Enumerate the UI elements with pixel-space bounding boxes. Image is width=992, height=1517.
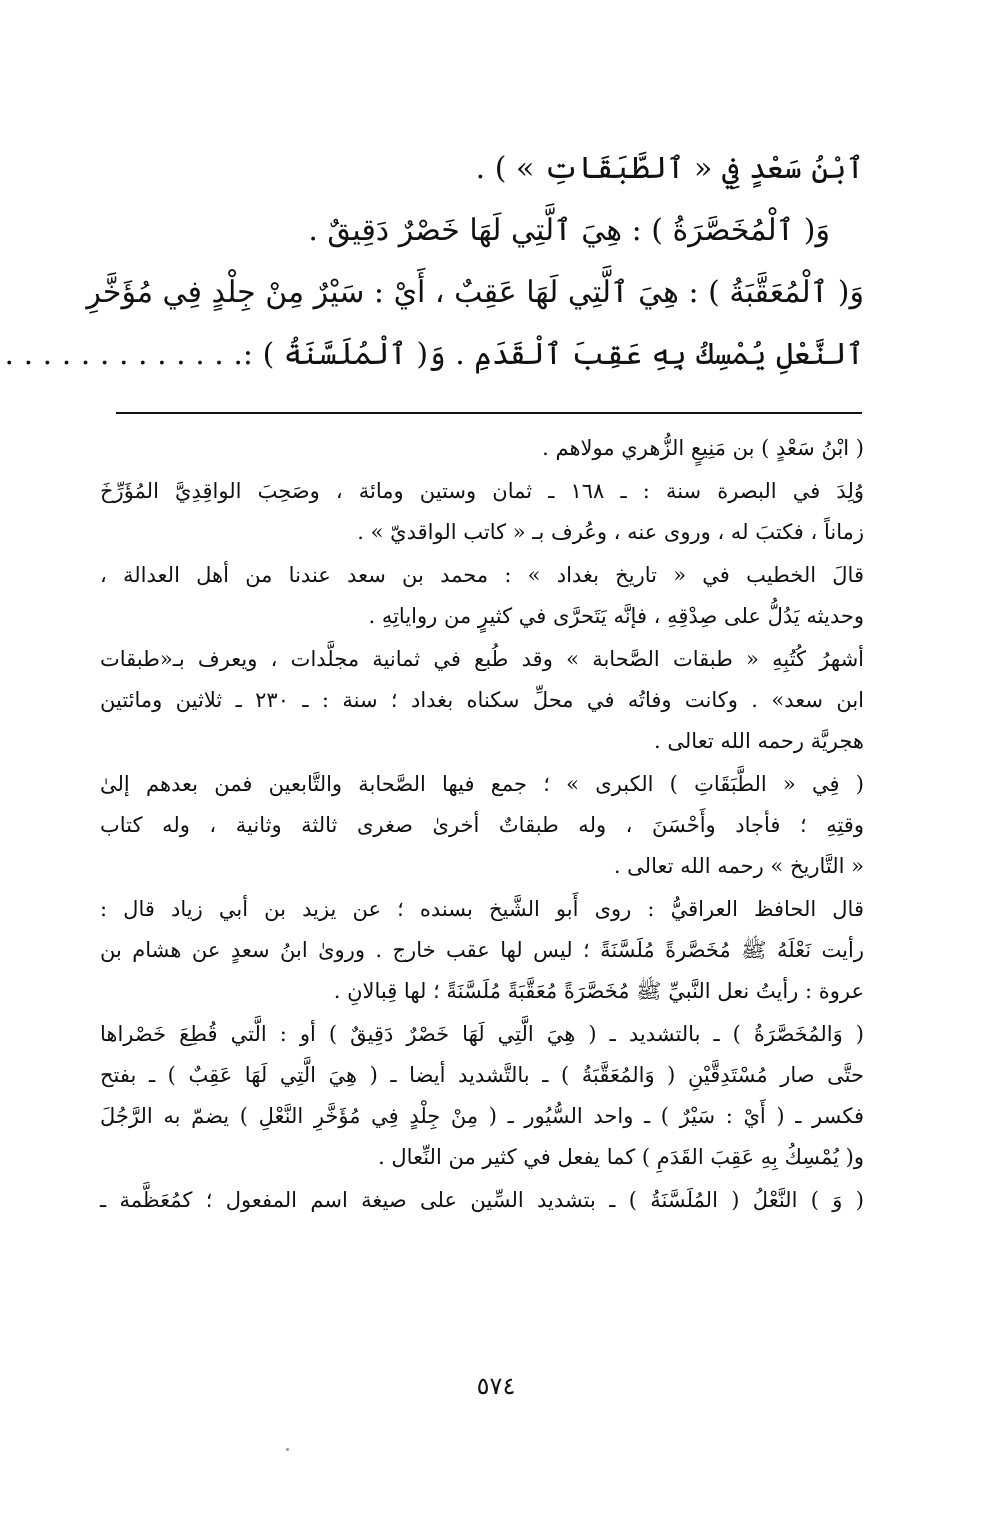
commentary-line: زماناً ، فكتبَ له ، وروى عنه ، وعُرف بـ « كاتب الواقديّ » .: [357, 520, 864, 544]
commentary-line: ابن سعد» . وكانت وفاتُه في محلِّ سكناه بغداد ؛ سنة : ـ ٢٣٠ ـ ثلاثين ومائتين: [100, 688, 864, 712]
commentary-paragraph: [100, 555, 864, 637]
commentary-line: حتَّى صار مُسْتَدِقَّيْنِ ( وَالمُعَقَّبَةُ ) ـ بالتَّشديد أيضا ـ ( هِيَ الَّتِي لَهَا عَقِبٌ ) ـ بفتح: [100, 1063, 864, 1087]
commentary-line: و( يُمْسِكُ بِهِ عَقِبَ القَدَمِ ) كما يفعل في كثير من النِّعال .: [378, 1145, 864, 1169]
commentary-line: فكسر ـ ( أَيْ : سَيْرٌ ) ـ واحد السُّيُور ـ ( مِنْ جِلْدٍ فِي مُؤَخَّرِ النَّعْلِ ) يضمّ به الرَّجُلَ: [100, 1104, 864, 1128]
scan-speck: [286, 1448, 289, 1451]
commentary-line: وقتِهِ ؛ فأجاد وأَحْسَنَ ، وله طبقاتٌ أخرىٰ صغرى ثالثة وثانية ، وله كتاب: [100, 813, 864, 837]
main-text-dots: . . . . . . . . . . . . .: [4, 337, 243, 372]
commentary-paragraph: [100, 1180, 864, 1221]
commentary-line: « التَّاريخ » رحمه الله تعالى .: [613, 854, 864, 878]
commentary-line: عروة : رأيتُ نعل النَّبيِّ ﷺ مُخَصَّرَةً مُعَقَّبَةً مُلَسَّنَةً ؛ لها قِبالانِ .: [333, 979, 864, 1003]
commentary-paragraph: [100, 428, 864, 469]
main-text-block: [4, 138, 864, 386]
commentary-line: أشهرُ كُتُبِهِ « طبقات الصَّحابة » وقد طُبع في ثمانية مجلَّدات ، ويعرف بـ«طبقات: [100, 647, 865, 671]
main-text-line: وَ( ٱلْمُخَصَّرَةُ ) : هِيَ ٱلَّتِي لَهَا خَصْرٌ دَقِيقٌ .: [308, 213, 830, 248]
commentary-line: وحديثه يَدُلُّ على صِدْقِهِ ، فإنَّه يَتَحرَّى في كثيرٍ من رواياتِهِ .: [368, 604, 864, 628]
commentary-paragraph: [100, 764, 864, 887]
footnote-separator: [116, 412, 862, 414]
commentary-line: ( وَ ) النَّعْلُ ( المُلَسَّنَةُ ) ـ بتشديد السِّين على صيغة اسم المفعول ؛ كمُعَظَّمة ـ: [100, 1188, 864, 1212]
main-text-line: ٱبْنُ سَعْدٍ فِي « ٱلطَّبَقَاتِ » ) .: [475, 151, 864, 186]
commentary-paragraph: [100, 639, 864, 762]
commentary-line: قالَ الخطيب في « تاريخ بغداد » : محمد بن سعد عندنا من أهل العدالة ،: [100, 563, 864, 587]
main-text-line: [4, 324, 864, 386]
commentary-block: [100, 428, 864, 1223]
commentary-line: ( ابْنُ سَعْدٍ ) بن مَنِيعٍ الزُّهري مولاهم .: [542, 436, 864, 460]
commentary-line: وُلِدَ في البصرة سنة : ـ ١٦٨ ـ ثمان وستين ومائة ، وصَحِبَ الواقِدِيَّ المُؤَرِّخَ: [100, 479, 864, 503]
commentary-paragraph: [100, 889, 864, 1012]
page-number: ٥٧٤: [476, 1372, 516, 1400]
commentary-line: ( وَالمُخَصَّرَةُ ) ـ بالتشديد ـ ( هِيَ الَّتِي لَهَا خَصْرٌ دَقِيقٌ ) أو : الَّتي قُطِعَ خَصْراها: [100, 1022, 864, 1046]
main-text-line-text: ٱلنَّعْلِ يُمْسِكُ بِهِ عَقِبَ ٱلْقَدَمِ . وَ( ٱلْمُلَسَّنَةُ ) :: [242, 337, 864, 372]
commentary-line: رأيت نَعْلَهُ ﷺ مُخَصَّرةً مُلَسَّنَةً ؛ ليس لها عقب خارج . وروىٰ ابنُ سعدٍ عن هشام بن: [100, 938, 864, 962]
commentary-line: هجريَّة رحمه الله تعالى .: [654, 729, 864, 753]
commentary-paragraph: [100, 471, 864, 553]
main-text-line: وَ( ٱلْمُعَقَّبَةُ ) : هِيَ ٱلَّتِي لَهَا عَقِبٌ ، أَيْ : سَيْرٌ مِنْ جِلْدٍ فِي مُؤَخَّرِ: [86, 275, 864, 310]
commentary-paragraph: [100, 1014, 864, 1178]
commentary-line: ( فِي « الطَّبَقَاتِ ) الكبرى » ؛ جمع فيها الصَّحابة والتَّابعين فمن بعدهم إلىٰ: [100, 772, 864, 796]
commentary-line: قال الحافظ العراقيُّ : روى أَبو الشَّيخ بسنده ؛ عن يزيد بن أبي زياد قال :: [100, 897, 864, 921]
